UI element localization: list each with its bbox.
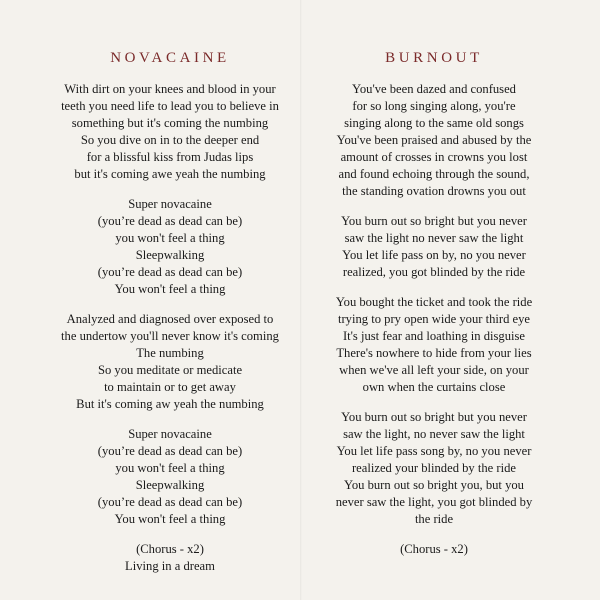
- lyric-line: Sleepwalking: [135, 248, 205, 262]
- lyric-line: never saw the light, you got blinded by: [335, 495, 533, 509]
- lyric-line: realized, you got blinded by the ride: [342, 265, 526, 279]
- lyric-line: But it's coming aw yeah the numbing: [76, 397, 264, 411]
- lyric-line: when we've all left your side, on your: [339, 363, 529, 377]
- lyric-line: something but it's coming the numbing: [71, 116, 269, 130]
- lyric-line: The numbing: [136, 346, 204, 360]
- outro-stanza: [36, 541, 304, 575]
- chorus-stanza: [36, 196, 304, 298]
- stanza: [36, 311, 304, 413]
- lyric-line: (Chorus - x2): [136, 542, 204, 556]
- lyric-line: You burn out so bright you, but you: [344, 478, 524, 492]
- stanza: [300, 81, 568, 200]
- lyric-line: You burn out so bright but you never: [341, 410, 527, 424]
- lyric-line: but it's coming awe yeah the numbing: [74, 167, 266, 181]
- lyric-line: the undertow you'll never know it's coming: [61, 329, 279, 343]
- lyric-line: (you’re dead as dead can be): [97, 495, 243, 509]
- lyric-line: (you’re dead as dead can be): [97, 214, 243, 228]
- chorus-stanza: [300, 409, 568, 528]
- lyric-line: (Chorus - x2): [400, 542, 468, 556]
- lyric-line: realized your blinded by the ride: [351, 461, 516, 475]
- lyric-line: You've been praised and abused by the: [336, 133, 532, 147]
- lyric-line: So you meditate or medicate: [97, 363, 243, 377]
- lyric-line: You bought the ticket and took the ride: [335, 295, 533, 309]
- lyric-line: Living in a dream: [125, 559, 215, 573]
- lyric-line: you won't feel a thing: [115, 231, 225, 245]
- stanza: [300, 294, 568, 396]
- outro-stanza: [300, 541, 568, 558]
- lyric-line: You let life pass on by, no you never: [342, 248, 526, 262]
- lyric-line: and found echoing through the sound,: [338, 167, 530, 181]
- lyric-line: the ride: [414, 512, 454, 526]
- lyric-line: So you dive on in to the deeper end: [80, 133, 260, 147]
- song-title-burnout: BURNOUT: [385, 50, 483, 66]
- lyric-line: singing along to the same old songs: [344, 116, 524, 130]
- lyric-line: Super novacaine: [128, 427, 212, 441]
- lyric-line: saw the light no never saw the light: [344, 231, 524, 245]
- lyric-line: saw the light, no never saw the light: [343, 427, 525, 441]
- burnout-lyrics: [300, 48, 568, 571]
- lyric-line: With dirt on your knees and blood in your: [64, 82, 276, 96]
- lyric-line: for a blissful kiss from Judas lips: [86, 150, 254, 164]
- lyric-line: It's just fear and loathing in disguise: [342, 329, 526, 343]
- lyric-line: (you’re dead as dead can be): [97, 265, 243, 279]
- lyric-line: to maintain or to get away: [104, 380, 236, 394]
- lyric-line: amount of crosses in crowns you lost: [340, 150, 528, 164]
- lyric-line: teeth you need life to lead you to believe in: [61, 99, 279, 113]
- song-title-novacaine: NOVACAINE: [110, 50, 230, 66]
- novacaine-lyrics: [36, 48, 304, 588]
- lyric-line: you won't feel a thing: [115, 461, 225, 475]
- lyric-line: You won't feel a thing: [114, 282, 226, 296]
- chorus-stanza: [300, 213, 568, 281]
- lyric-line: Analyzed and diagnosed over exposed to: [66, 312, 274, 326]
- lyric-line: (you’re dead as dead can be): [97, 444, 243, 458]
- lyric-line: Super novacaine: [128, 197, 212, 211]
- lyric-line: for so long singing along, you're: [352, 99, 516, 113]
- lyric-line: There's nowhere to hide from your lies: [336, 346, 532, 360]
- lyric-line: Sleepwalking: [135, 478, 205, 492]
- lyric-line: You burn out so bright but you never: [341, 214, 527, 228]
- stanza: [36, 81, 304, 183]
- lyric-line: the standing ovation drowns you out: [342, 184, 526, 198]
- chorus-stanza: [36, 426, 304, 528]
- lyric-line: You've been dazed and confused: [352, 82, 516, 96]
- lyric-line: You won't feel a thing: [114, 512, 226, 526]
- lyric-line: own when the curtains close: [362, 380, 506, 394]
- lyric-line: trying to pry open wide your third eye: [337, 312, 530, 326]
- lyric-line: You let life pass song by, no you never: [336, 444, 532, 458]
